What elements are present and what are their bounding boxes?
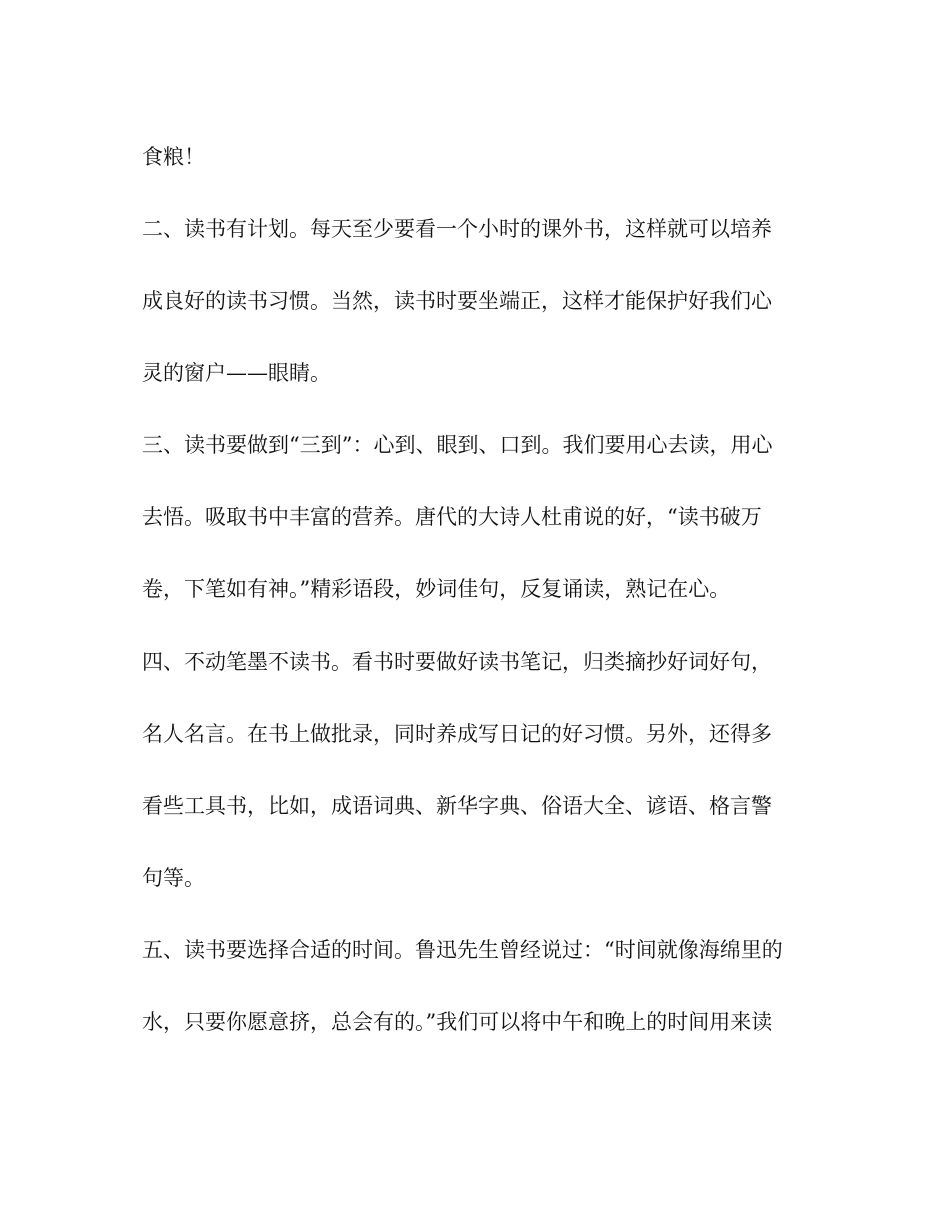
- text-line: 三、读书要做到“三到”：心到、眼到、口到。我们要用心去读，用心: [142, 433, 773, 457]
- text-line: 灵的窗户——眼睛。: [142, 361, 331, 385]
- text-line: 卷，下笔如有神。”精彩语段，妙词佳句，反复诵读，熟记在心。: [142, 577, 731, 601]
- text-line: 五、读书要选择合适的时间。鲁迅先生曾经说过：“时间就像海绵里的: [142, 938, 783, 962]
- text-line: 句等。: [142, 866, 205, 890]
- text-line: 食粮！: [142, 145, 205, 169]
- text-line: 名人名言。在书上做批录，同时养成写日记的好习惯。另外，还得多: [142, 722, 772, 746]
- text-line: 二、读书有计划。每天至少要看一个小时的课外书，这样就可以培养: [142, 217, 772, 241]
- text-line: 看些工具书，比如，成语词典、新华字典、俗语大全、谚语、格言警: [142, 794, 772, 818]
- text-line: 四、不动笔墨不读书。看书时要做好读书笔记，归类摘抄好词好句，: [142, 650, 772, 674]
- text-line: 水，只要你愿意挤，总会有的。”我们可以将中午和晚上的时间用来读: [142, 1010, 773, 1034]
- text-line: 去悟。吸取书中丰富的营养。唐代的大诗人杜甫说的好，“读书破万: [142, 505, 762, 529]
- text-line: 成良好的读书习惯。当然，读书时要坐端正，这样才能保护好我们心: [142, 289, 772, 313]
